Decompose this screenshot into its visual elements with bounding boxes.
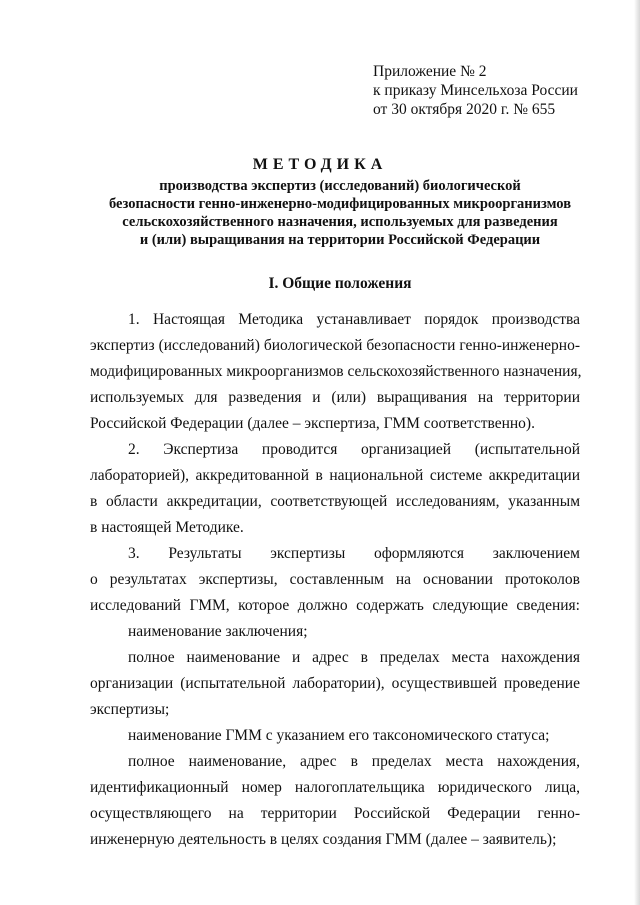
list-item-line: организации (испытательной лаборатории), осуществившей проведение [90,675,580,692]
list-item-line: идентификационный номер налогоплательщика юридического лица, [90,779,580,796]
paragraph-1-line: 1. Настоящая Методика устанавливает порядок производства [128,311,580,328]
list-item-line: наименование заключения; [128,623,308,640]
paragraph-1-line: Российской Федерации (далее – экспертиза, ГММ соответственно). [90,415,535,432]
scan-edge-shadow [634,0,640,905]
appendix-date: от 30 октября 2020 г. № 655 [373,101,556,118]
list-item-line: полное наименование и адрес в пределах места нахождения [128,649,580,666]
document-title: МЕТОДИКА [252,156,388,173]
subtitle-line: сельскохозяйственного назначения, используемых для разведения [122,214,558,230]
appendix-reference [373,62,578,119]
paragraph-3-line: исследований ГММ, которое должно содержать следующие сведения: [90,597,580,614]
subtitle-line: и (или) выращивания на территории Российской Федерации [139,232,541,248]
list-item-line: инженерную деятельность в целях создания ГММ (далее – заявитель); [90,831,557,848]
paragraph-1-line: используемых для разведения и (или) выращивания на территории [90,389,580,406]
appendix-order: к приказу Минсельхоза России [373,82,578,99]
paragraph-2-line: 2. Экспертиза проводится организацией (испытательной [128,441,580,458]
document-subtitle [80,177,600,249]
list-item-line: наименование ГММ с указанием его таксономического статуса; [128,727,550,744]
appendix-number: Приложение № 2 [373,63,487,80]
subtitle-line: безопасности генно-инженерно-модифицированных микроорганизмов [108,196,572,212]
paragraph-1-line: экспертиз (исследований) биологической безопасности генно-инженерно- [90,337,580,354]
section-heading: I. Общие положения [268,275,412,292]
paragraph-3-line: 3. Результаты экспертизы оформляются заключением [128,545,580,562]
paragraph-2-line: в настоящей Методике. [90,519,244,536]
paragraph-2-line: в области аккредитации, соответствующей исследованиям, указанным [90,493,580,510]
list-item-line: экспертизы; [90,701,170,718]
subtitle-line: производства экспертиз (исследований) биологической [159,178,521,194]
paragraph-1-line: модифицированных микроорганизмов сельскохозяйственного назначения, [90,363,582,380]
list-item-line: осуществляющего на территории Российской Федерации генно- [90,805,580,822]
paragraph-2-line: лабораторией), аккредитованной в национальной системе аккредитации [90,467,580,484]
paragraph-3-line: о результатах экспертизы, составленным на основании протоколов [90,571,580,588]
list-item-line: полное наименование, адрес в пределах места нахождения, [128,753,580,770]
